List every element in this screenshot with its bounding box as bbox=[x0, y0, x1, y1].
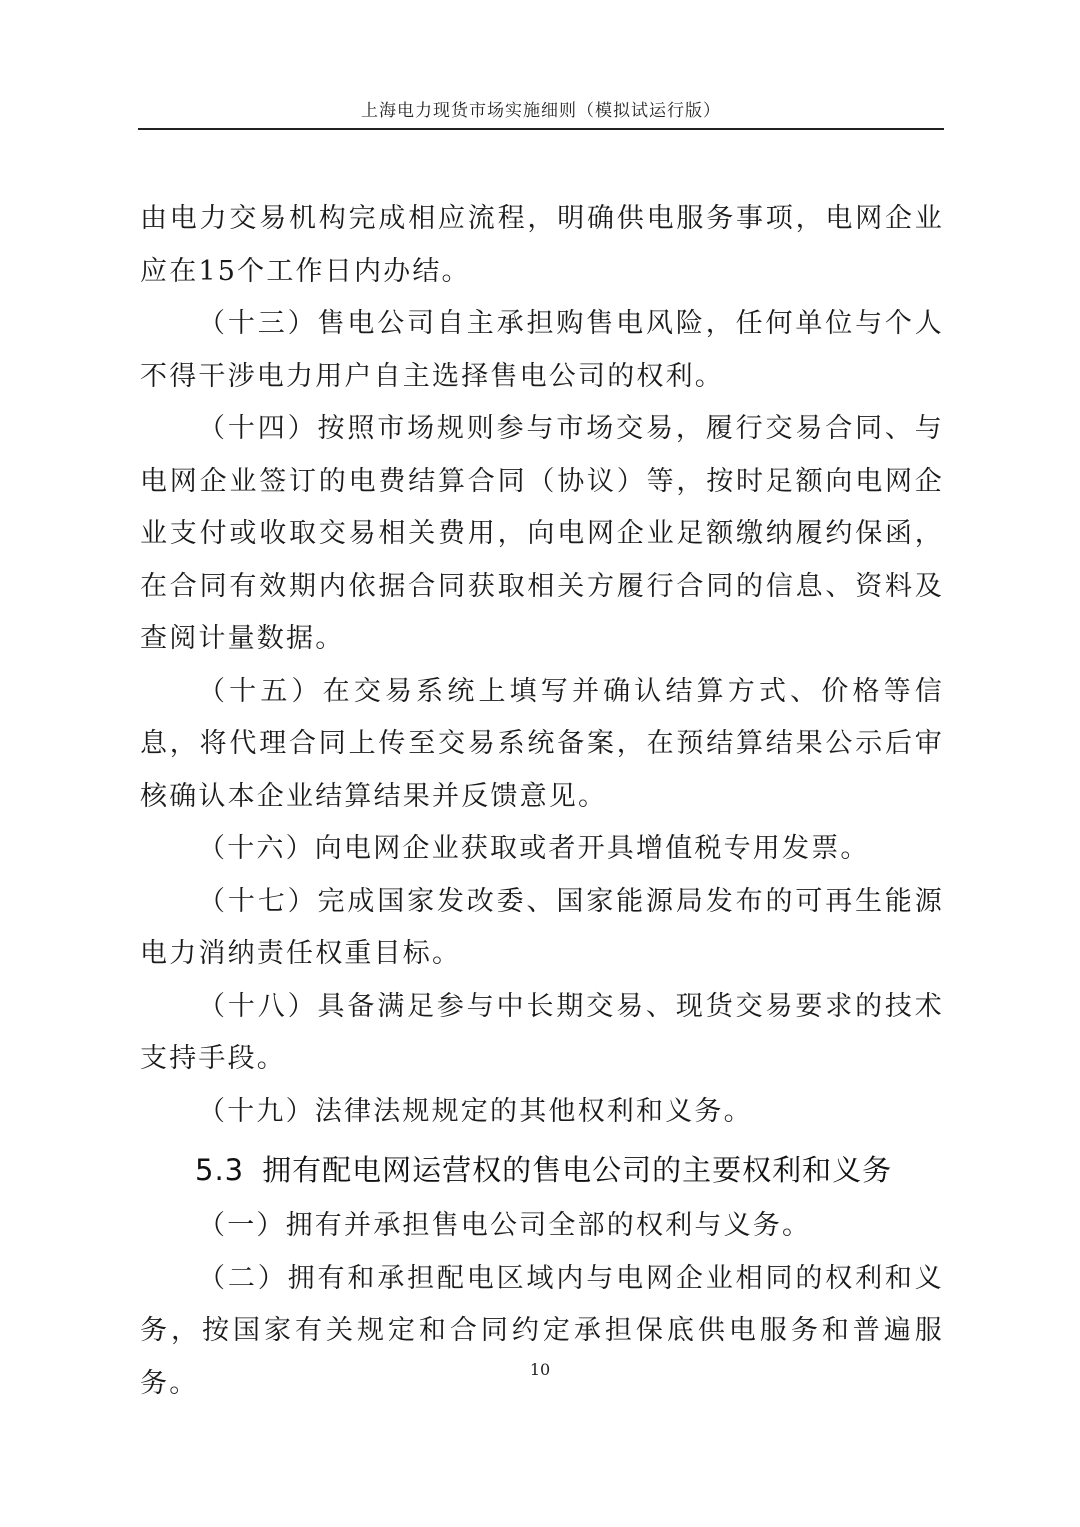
paragraph-item-16: （十六）向电网企业获取或者开具增值税专用发票。 bbox=[198, 833, 870, 864]
paragraph-item-17: （十七）完成国家发改委、国家能源局发布的可再生能源电力消纳责任权重目标。 bbox=[140, 885, 944, 969]
section-title: 拥有配电网运营权的售电公司的主要权利和义务 bbox=[262, 1153, 893, 1187]
paragraph-item-14: （十四）按照市场规则参与市场交易，履行交易合同、与电网企业签订的电费结算合同（协议）等，按时足额向电网企业支付或收取交易相关费用，向电网企业足额缴纳履约保函，在合同有效期内依据合同获取相关方履行合同的信息、资料及查阅计量数据。 bbox=[140, 413, 944, 654]
header-divider bbox=[138, 128, 944, 130]
paragraph-section-item-1: （一）拥有并承担售电公司全部的权利与义务。 bbox=[198, 1210, 812, 1241]
paragraph-item-13: （十三）售电公司自主承担购售电风险，任何单位与个人不得干涉电力用户自主选择售电公司的权利。 bbox=[140, 308, 944, 392]
paragraph-item-18: （十八）具备满足参与中长期交易、现货交易要求的技术支持手段。 bbox=[140, 990, 944, 1074]
section-number: 5.3 bbox=[195, 1153, 245, 1187]
paragraph-item-19: （十九）法律法规规定的其他权利和义务。 bbox=[198, 1095, 753, 1127]
paragraph-item-15: （十五）在交易系统上填写并确认结算方式、价格等信息，将代理合同上传至交易系统备案，在预结算结果公示后审核确认本企业结算结果并反馈意见。 bbox=[140, 675, 944, 812]
paragraph-continued: 由电力交易机构完成相应流程，明确供电服务事项，电网企业应在15个工作日内办结。 bbox=[140, 203, 944, 287]
page-number: 10 bbox=[529, 1360, 551, 1379]
section-heading bbox=[140, 1142, 944, 1198]
running-header: 上海电力现货市场实施细则（模拟试运行版） bbox=[361, 101, 721, 121]
paragraph-section-item-2: （二）拥有和承担配电区域内与电网企业相同的权利和义务，按国家有关规定和合同约定承担保底供电服务和普遍服务。 bbox=[140, 1262, 944, 1399]
document-body bbox=[140, 193, 944, 1410]
